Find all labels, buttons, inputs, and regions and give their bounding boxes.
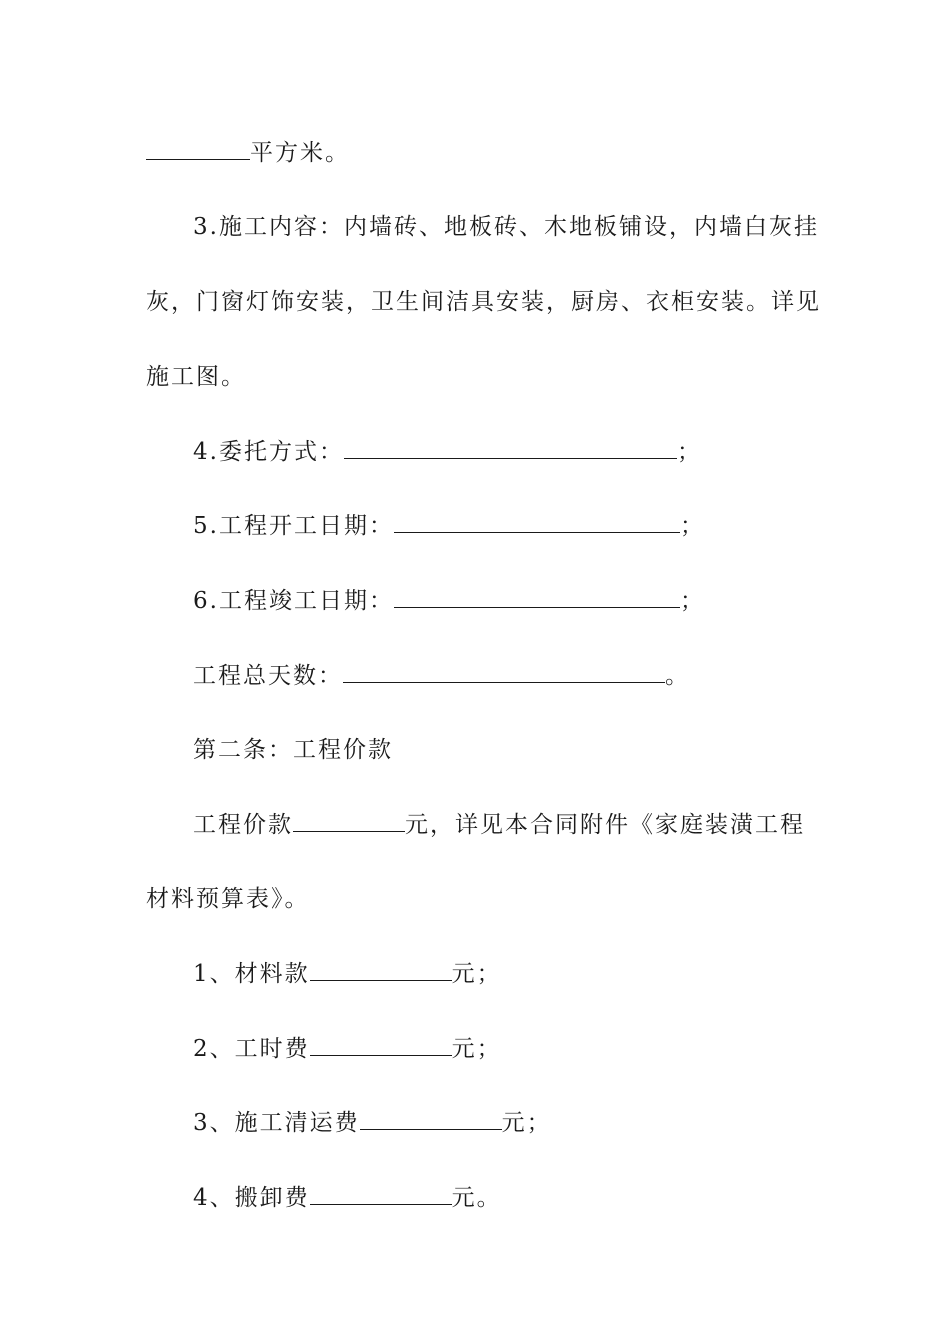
article2-heading: 第二条：工程价款 — [193, 737, 393, 763]
fee-end: 元。 — [451, 1185, 502, 1211]
item4-label: 4.委托方式： — [193, 439, 344, 465]
fee-label: 3、施工清运费 — [193, 1110, 360, 1136]
item6-end: ； — [679, 588, 705, 614]
area-blank — [146, 139, 250, 160]
area-unit: 平方米。 — [250, 140, 350, 166]
fee-line — [193, 959, 502, 989]
fee-end: 元； — [451, 961, 502, 987]
price-blank — [293, 811, 405, 832]
item5-blank — [394, 512, 680, 533]
price-line1-rest: 元，详见本合同附件《家庭装潢工程 — [405, 812, 805, 838]
area-line — [146, 138, 350, 168]
item5-line — [193, 511, 705, 541]
fee-line — [193, 1034, 502, 1064]
item6-label: 6.工程竣工日期： — [193, 588, 394, 614]
item3-line2: 灰，门窗灯饰安装，卫生间洁具安装，厨房、衣柜安装。详见 — [146, 289, 821, 315]
price-line1 — [193, 810, 805, 840]
price-line2: 材料预算表》。 — [146, 886, 310, 912]
fee-line — [193, 1183, 502, 1213]
total-days-line — [193, 661, 690, 691]
fee-label: 2、工时费 — [193, 1036, 310, 1062]
fee-end: 元； — [501, 1110, 552, 1136]
fee-blank — [310, 1184, 452, 1205]
item4-blank — [344, 438, 677, 459]
fee-label: 4、搬卸费 — [193, 1185, 310, 1211]
fee-blank — [310, 960, 452, 981]
item4-end: ； — [676, 439, 702, 465]
fee-end: 元； — [451, 1036, 502, 1062]
item5-end: ； — [679, 513, 705, 539]
item4-line — [193, 437, 702, 467]
total-days-label: 工程总天数： — [193, 663, 343, 689]
fee-blank — [360, 1109, 502, 1130]
price-label: 工程价款 — [193, 812, 293, 838]
item3-line1: 3.施工内容：内墙砖、地板砖、木地板铺设，内墙白灰挂 — [193, 214, 819, 240]
item6-line — [193, 586, 705, 616]
total-days-end: 。 — [665, 663, 690, 689]
total-days-blank — [343, 662, 665, 683]
fee-blank — [310, 1035, 452, 1056]
fee-label: 1、材料款 — [193, 961, 310, 987]
item5-label: 5.工程开工日期： — [193, 513, 394, 539]
fee-line — [193, 1108, 552, 1138]
item6-blank — [394, 587, 680, 608]
item3-line3: 施工图。 — [146, 364, 246, 390]
